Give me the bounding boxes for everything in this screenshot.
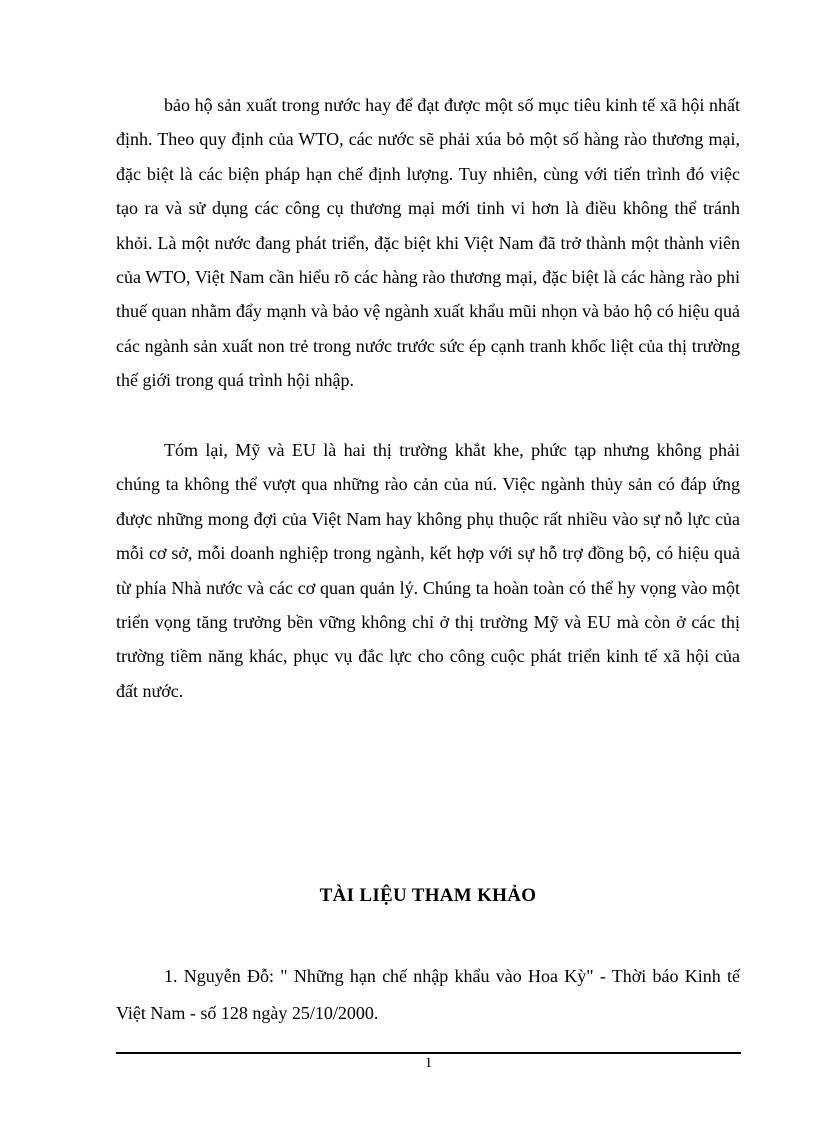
body-paragraph-2: Tóm lại, Mỹ và EU là hai thị trường khắt khe, phức tạp nhưng không phải chúng ta không thể vượt qua những rào cản của nú. Việc ngành thủy sản có đáp ứng được những mong đợi của Việt Nam hay không phụ thuộc rất nhiều vào sự nỗ lực của mỗi cơ sở, mỗi doanh nghiệp trong ngành, kết hợp với sự hỗ trợ đồng bộ, có hiệu quả từ phía Nhà nước và các cơ quan quản lý. Chúng ta hoàn toàn có thể hy vọng vào một triển vọng tăng trưởng bền vững không chỉ ở thị trường Mỹ và EU mà còn ở các thị trường tiềm năng khác, phục vụ đắc lực cho công cuộc phát triển kinh tế xã hội của đất nước.	[116, 440, 740, 701]
footer-divider	[116, 1052, 741, 1054]
body-paragraph-1: bảo hộ sản xuất trong nước hay để đạt được một số mục tiêu kinh tế xã hội nhất định. Theo quy định của WTO, các nước sẽ phải xúa bỏ một số hàng rào thương mại, đặc biệt là các biện pháp hạn chế định lượng. Tuy nhiên, cùng với tiến trình đó việc tạo ra và sử dụng các công cụ thương mại mới tinh vi hơn là điều không thể tránh khỏi. Là một nước đang phát triển, đặc biệt khi Việt Nam đã trở thành một thành viên của WTO, Việt Nam cần hiểu rõ các hàng rào thương mại, đặc biệt là các hàng rào phi thuế quan nhằm đẩy mạnh và bảo vệ ngành xuất khẩu mũi nhọn và bảo hộ có hiệu quả các ngành sản xuất non trẻ trong nước trước sức ép cạnh tranh khốc liệt của thị trường thế giới trong quá trình hội nhập.	[116, 95, 740, 391]
references-heading: TÀI LIỆU THAM KHẢO	[319, 885, 537, 906]
page-number: 1	[424, 1055, 433, 1071]
reference-item-1: 1. Nguyễn Đỗ: " Những hạn chế nhập khẩu vào Hoa Kỳ" - Thời báo Kinh tế Việt Nam - số 128 ngày 25/10/2000.	[116, 966, 740, 1023]
